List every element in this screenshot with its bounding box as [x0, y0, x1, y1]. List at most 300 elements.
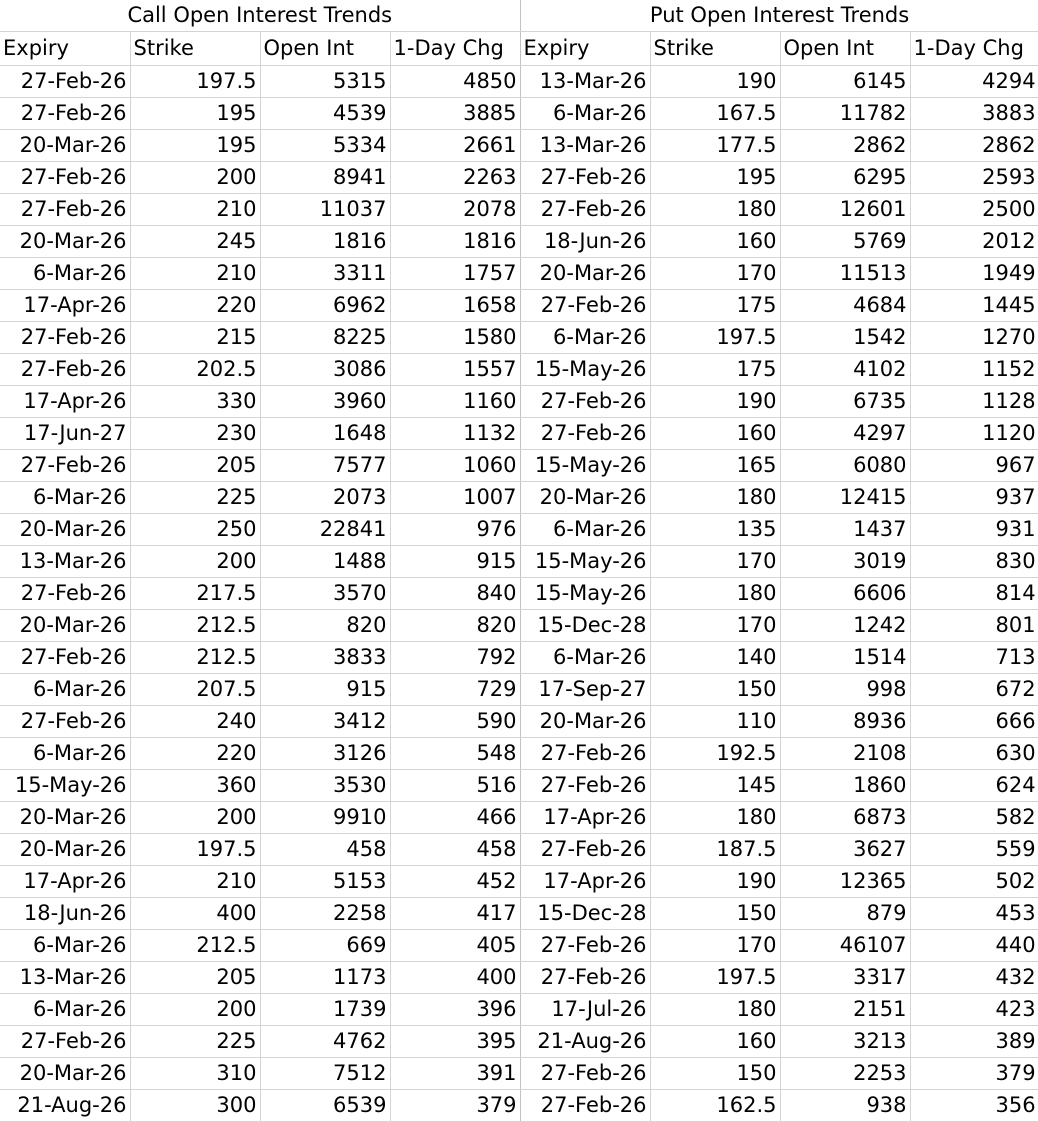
call-change-cell[interactable]: 792: [390, 642, 520, 674]
table-row: [0, 994, 1038, 1026]
call-expiry-cell[interactable]: 6-Mar-26: [0, 738, 130, 770]
put-change-cell[interactable]: 666: [910, 706, 1038, 738]
call-change-cell[interactable]: 379: [390, 1090, 520, 1122]
put-open-int-cell[interactable]: 12601: [780, 194, 910, 226]
call-strike-cell[interactable]: 200: [130, 994, 260, 1026]
put-change-cell[interactable]: 1152: [910, 354, 1038, 386]
call-open-int-cell[interactable]: 1816: [260, 226, 390, 258]
put-expiry-cell[interactable]: 6-Mar-26: [520, 642, 650, 674]
call-change-cell[interactable]: 3885: [390, 98, 520, 130]
put-strike-cell[interactable]: 187.5: [650, 834, 780, 866]
put-open-int-header[interactable]: Open Int: [780, 32, 910, 66]
put-open-int-cell[interactable]: 1242: [780, 610, 910, 642]
call-change-cell[interactable]: 1580: [390, 322, 520, 354]
put-open-int-cell[interactable]: 998: [780, 674, 910, 706]
call-change-cell[interactable]: 729: [390, 674, 520, 706]
put-expiry-cell[interactable]: 20-Mar-26: [520, 706, 650, 738]
put-open-int-cell[interactable]: 1542: [780, 322, 910, 354]
call-change-cell[interactable]: 1658: [390, 290, 520, 322]
call-change-cell[interactable]: 590: [390, 706, 520, 738]
put-change-cell[interactable]: 814: [910, 578, 1038, 610]
call-expiry-cell[interactable]: 20-Mar-26: [0, 514, 130, 546]
call-change-cell[interactable]: 452: [390, 866, 520, 898]
call-open-int-cell[interactable]: 1739: [260, 994, 390, 1026]
call-open-int-cell[interactable]: 915: [260, 674, 390, 706]
put-strike-cell[interactable]: 197.5: [650, 962, 780, 994]
call-expiry-cell[interactable]: 27-Feb-26: [0, 194, 130, 226]
call-change-cell[interactable]: 458: [390, 834, 520, 866]
put-expiry-cell[interactable]: 15-Dec-28: [520, 610, 650, 642]
put-expiry-cell[interactable]: 27-Feb-26: [520, 962, 650, 994]
call-open-int-cell[interactable]: 8941: [260, 162, 390, 194]
put-strike-cell[interactable]: 145: [650, 770, 780, 802]
put-open-int-cell[interactable]: 2151: [780, 994, 910, 1026]
put-strike-cell[interactable]: 160: [650, 418, 780, 450]
put-open-int-cell[interactable]: 938: [780, 1090, 910, 1122]
call-open-int-cell[interactable]: 1173: [260, 962, 390, 994]
put-open-int-cell[interactable]: 879: [780, 898, 910, 930]
call-open-int-cell[interactable]: 3833: [260, 642, 390, 674]
put-open-int-cell[interactable]: 3627: [780, 834, 910, 866]
put-open-int-cell[interactable]: 3317: [780, 962, 910, 994]
call-strike-cell[interactable]: 240: [130, 706, 260, 738]
call-section-title[interactable]: Call Open Interest Trends: [0, 0, 520, 32]
call-strike-cell[interactable]: 220: [130, 738, 260, 770]
call-change-cell[interactable]: 1007: [390, 482, 520, 514]
put-expiry-cell[interactable]: 27-Feb-26: [520, 162, 650, 194]
call-open-int-cell[interactable]: 4762: [260, 1026, 390, 1058]
call-open-int-cell[interactable]: 8225: [260, 322, 390, 354]
put-expiry-cell[interactable]: 15-Dec-28: [520, 898, 650, 930]
call-open-int-cell[interactable]: 4539: [260, 98, 390, 130]
call-strike-cell[interactable]: 210: [130, 194, 260, 226]
sheet-body: [0, 66, 1038, 1122]
call-expiry-cell[interactable]: 17-Apr-26: [0, 866, 130, 898]
put-expiry-cell[interactable]: 27-Feb-26: [520, 1090, 650, 1122]
put-open-int-cell[interactable]: 46107: [780, 930, 910, 962]
put-strike-cell[interactable]: 192.5: [650, 738, 780, 770]
call-open-int-cell[interactable]: 6962: [260, 290, 390, 322]
call-expiry-cell[interactable]: 13-Mar-26: [0, 962, 130, 994]
put-strike-cell[interactable]: 160: [650, 226, 780, 258]
table-row: [0, 386, 1038, 418]
put-expiry-cell[interactable]: 27-Feb-26: [520, 386, 650, 418]
call-change-cell[interactable]: 2263: [390, 162, 520, 194]
call-open-int-cell[interactable]: 458: [260, 834, 390, 866]
put-open-int-cell[interactable]: 1514: [780, 642, 910, 674]
call-expiry-cell[interactable]: 27-Feb-26: [0, 642, 130, 674]
put-change-cell[interactable]: 630: [910, 738, 1038, 770]
group-header-row: [0, 0, 1038, 32]
call-change-header[interactable]: 1-Day Chg: [390, 32, 520, 66]
put-change-cell[interactable]: 423: [910, 994, 1038, 1026]
put-strike-cell[interactable]: 150: [650, 1058, 780, 1090]
put-open-int-cell[interactable]: 3213: [780, 1026, 910, 1058]
call-strike-cell[interactable]: 215: [130, 322, 260, 354]
call-expiry-cell[interactable]: 20-Mar-26: [0, 1058, 130, 1090]
call-open-int-cell[interactable]: 22841: [260, 514, 390, 546]
call-open-int-cell[interactable]: 3126: [260, 738, 390, 770]
call-strike-cell[interactable]: 205: [130, 450, 260, 482]
put-open-int-cell[interactable]: 6145: [780, 66, 910, 98]
put-strike-header[interactable]: Strike: [650, 32, 780, 66]
put-change-cell[interactable]: 1128: [910, 386, 1038, 418]
call-open-int-cell[interactable]: 6539: [260, 1090, 390, 1122]
column-header-row: [0, 32, 1038, 66]
table-row: [0, 322, 1038, 354]
put-open-int-cell[interactable]: 12415: [780, 482, 910, 514]
call-open-int-cell[interactable]: 1488: [260, 546, 390, 578]
call-strike-cell[interactable]: 200: [130, 802, 260, 834]
table-row: [0, 66, 1038, 98]
put-open-int-cell[interactable]: 6606: [780, 578, 910, 610]
call-change-cell[interactable]: 1816: [390, 226, 520, 258]
put-expiry-cell[interactable]: 15-May-26: [520, 450, 650, 482]
put-expiry-cell[interactable]: 27-Feb-26: [520, 738, 650, 770]
call-change-cell[interactable]: 405: [390, 930, 520, 962]
call-open-int-cell[interactable]: 3086: [260, 354, 390, 386]
call-strike-cell[interactable]: 212.5: [130, 930, 260, 962]
put-change-cell[interactable]: 937: [910, 482, 1038, 514]
call-strike-cell[interactable]: 212.5: [130, 610, 260, 642]
call-strike-cell[interactable]: 310: [130, 1058, 260, 1090]
put-change-cell[interactable]: 830: [910, 546, 1038, 578]
table-row: [0, 866, 1038, 898]
put-expiry-cell[interactable]: 13-Mar-26: [520, 130, 650, 162]
put-open-int-cell[interactable]: 4297: [780, 418, 910, 450]
call-open-int-cell[interactable]: 3960: [260, 386, 390, 418]
put-open-int-cell[interactable]: 2253: [780, 1058, 910, 1090]
call-change-cell[interactable]: 466: [390, 802, 520, 834]
put-change-cell[interactable]: 3883: [910, 98, 1038, 130]
call-expiry-cell[interactable]: 6-Mar-26: [0, 482, 130, 514]
call-expiry-cell[interactable]: 13-Mar-26: [0, 546, 130, 578]
call-open-int-cell[interactable]: 7512: [260, 1058, 390, 1090]
put-open-int-cell[interactable]: 6735: [780, 386, 910, 418]
put-expiry-cell[interactable]: 15-May-26: [520, 546, 650, 578]
call-open-int-cell[interactable]: 11037: [260, 194, 390, 226]
put-open-int-cell[interactable]: 2108: [780, 738, 910, 770]
put-expiry-cell[interactable]: 27-Feb-26: [520, 1058, 650, 1090]
call-open-int-cell[interactable]: 5334: [260, 130, 390, 162]
put-expiry-cell[interactable]: 20-Mar-26: [520, 258, 650, 290]
put-strike-cell[interactable]: 140: [650, 642, 780, 674]
call-change-cell[interactable]: 1160: [390, 386, 520, 418]
put-change-cell[interactable]: 559: [910, 834, 1038, 866]
call-expiry-cell[interactable]: 6-Mar-26: [0, 994, 130, 1026]
put-expiry-cell[interactable]: 17-Jul-26: [520, 994, 650, 1026]
put-strike-cell[interactable]: 110: [650, 706, 780, 738]
call-change-cell[interactable]: 976: [390, 514, 520, 546]
call-change-cell[interactable]: 417: [390, 898, 520, 930]
put-strike-cell[interactable]: 177.5: [650, 130, 780, 162]
call-strike-cell[interactable]: 225: [130, 482, 260, 514]
call-strike-cell[interactable]: 330: [130, 386, 260, 418]
call-strike-cell[interactable]: 200: [130, 162, 260, 194]
call-strike-cell[interactable]: 195: [130, 98, 260, 130]
put-change-cell[interactable]: 379: [910, 1058, 1038, 1090]
call-expiry-cell[interactable]: 6-Mar-26: [0, 258, 130, 290]
call-change-cell[interactable]: 820: [390, 610, 520, 642]
put-expiry-cell[interactable]: 17-Apr-26: [520, 866, 650, 898]
call-open-int-cell[interactable]: 2258: [260, 898, 390, 930]
table-row: [0, 578, 1038, 610]
table-row: [0, 98, 1038, 130]
put-strike-cell[interactable]: 165: [650, 450, 780, 482]
put-change-cell[interactable]: 502: [910, 866, 1038, 898]
put-change-cell[interactable]: 801: [910, 610, 1038, 642]
put-open-int-cell[interactable]: 5769: [780, 226, 910, 258]
table-row: [0, 226, 1038, 258]
call-strike-cell[interactable]: 217.5: [130, 578, 260, 610]
put-expiry-header[interactable]: Expiry: [520, 32, 650, 66]
call-expiry-cell[interactable]: 17-Apr-26: [0, 290, 130, 322]
call-change-cell[interactable]: 915: [390, 546, 520, 578]
put-change-cell[interactable]: 389: [910, 1026, 1038, 1058]
call-strike-cell[interactable]: 400: [130, 898, 260, 930]
put-strike-cell[interactable]: 180: [650, 194, 780, 226]
put-strike-cell[interactable]: 167.5: [650, 98, 780, 130]
put-strike-cell[interactable]: 180: [650, 802, 780, 834]
put-open-int-cell[interactable]: 1860: [780, 770, 910, 802]
put-open-int-cell[interactable]: 6873: [780, 802, 910, 834]
put-strike-cell[interactable]: 190: [650, 66, 780, 98]
put-strike-cell[interactable]: 160: [650, 1026, 780, 1058]
call-change-cell[interactable]: 391: [390, 1058, 520, 1090]
put-change-cell[interactable]: 440: [910, 930, 1038, 962]
call-strike-cell[interactable]: 212.5: [130, 642, 260, 674]
put-change-cell[interactable]: 2012: [910, 226, 1038, 258]
put-expiry-cell[interactable]: 6-Mar-26: [520, 322, 650, 354]
call-strike-cell[interactable]: 197.5: [130, 834, 260, 866]
put-strike-cell[interactable]: 190: [650, 386, 780, 418]
put-strike-cell[interactable]: 190: [650, 866, 780, 898]
call-expiry-cell[interactable]: 27-Feb-26: [0, 66, 130, 98]
call-open-int-header[interactable]: Open Int: [260, 32, 390, 66]
put-open-int-cell[interactable]: 11782: [780, 98, 910, 130]
call-change-cell[interactable]: 516: [390, 770, 520, 802]
call-open-int-cell[interactable]: 3311: [260, 258, 390, 290]
put-change-cell[interactable]: 356: [910, 1090, 1038, 1122]
put-open-int-cell[interactable]: 6080: [780, 450, 910, 482]
put-expiry-cell[interactable]: 13-Mar-26: [520, 66, 650, 98]
table-row: [0, 610, 1038, 642]
put-strike-cell[interactable]: 175: [650, 354, 780, 386]
call-expiry-cell[interactable]: 17-Apr-26: [0, 386, 130, 418]
put-change-cell[interactable]: 624: [910, 770, 1038, 802]
put-change-header[interactable]: 1-Day Chg: [910, 32, 1038, 66]
call-change-cell[interactable]: 1060: [390, 450, 520, 482]
call-expiry-cell[interactable]: 27-Feb-26: [0, 162, 130, 194]
call-open-int-cell[interactable]: 3570: [260, 578, 390, 610]
put-expiry-cell[interactable]: 27-Feb-26: [520, 834, 650, 866]
call-change-cell[interactable]: 2078: [390, 194, 520, 226]
call-expiry-cell[interactable]: 27-Feb-26: [0, 322, 130, 354]
put-change-cell[interactable]: 1270: [910, 322, 1038, 354]
put-open-int-cell[interactable]: 4684: [780, 290, 910, 322]
table-row: [0, 706, 1038, 738]
call-change-cell[interactable]: 2661: [390, 130, 520, 162]
put-change-cell[interactable]: 582: [910, 802, 1038, 834]
put-strike-cell[interactable]: 150: [650, 898, 780, 930]
call-open-int-cell[interactable]: 3412: [260, 706, 390, 738]
table-row: [0, 354, 1038, 386]
put-expiry-cell[interactable]: 27-Feb-26: [520, 194, 650, 226]
put-expiry-cell[interactable]: 17-Apr-26: [520, 802, 650, 834]
put-open-int-cell[interactable]: 11513: [780, 258, 910, 290]
table-row: [0, 930, 1038, 962]
put-change-cell[interactable]: 672: [910, 674, 1038, 706]
put-open-int-cell[interactable]: 8936: [780, 706, 910, 738]
call-expiry-cell[interactable]: 17-Jun-27: [0, 418, 130, 450]
put-expiry-cell[interactable]: 27-Feb-26: [520, 290, 650, 322]
put-open-int-cell[interactable]: 2862: [780, 130, 910, 162]
put-expiry-cell[interactable]: 27-Feb-26: [520, 930, 650, 962]
call-change-cell[interactable]: 840: [390, 578, 520, 610]
call-strike-cell[interactable]: 207.5: [130, 674, 260, 706]
call-change-cell[interactable]: 1132: [390, 418, 520, 450]
call-change-cell[interactable]: 395: [390, 1026, 520, 1058]
put-expiry-cell[interactable]: 21-Aug-26: [520, 1026, 650, 1058]
call-strike-cell[interactable]: 360: [130, 770, 260, 802]
call-expiry-cell[interactable]: 27-Feb-26: [0, 450, 130, 482]
call-expiry-cell[interactable]: 20-Mar-26: [0, 610, 130, 642]
put-strike-cell[interactable]: 197.5: [650, 322, 780, 354]
call-expiry-cell[interactable]: 21-Aug-26: [0, 1090, 130, 1122]
call-open-int-cell[interactable]: 9910: [260, 802, 390, 834]
call-strike-cell[interactable]: 197.5: [130, 66, 260, 98]
call-strike-cell[interactable]: 300: [130, 1090, 260, 1122]
call-change-cell[interactable]: 1757: [390, 258, 520, 290]
call-strike-cell[interactable]: 200: [130, 546, 260, 578]
put-change-cell[interactable]: 2593: [910, 162, 1038, 194]
put-expiry-cell[interactable]: 20-Mar-26: [520, 482, 650, 514]
put-strike-cell[interactable]: 162.5: [650, 1090, 780, 1122]
table-row: [0, 834, 1038, 866]
put-open-int-cell[interactable]: 4102: [780, 354, 910, 386]
call-open-int-cell[interactable]: 820: [260, 610, 390, 642]
call-strike-cell[interactable]: 220: [130, 290, 260, 322]
table-row: [0, 770, 1038, 802]
put-strike-cell[interactable]: 175: [650, 290, 780, 322]
put-expiry-cell[interactable]: 27-Feb-26: [520, 770, 650, 802]
table-row: [0, 802, 1038, 834]
put-expiry-cell[interactable]: 17-Sep-27: [520, 674, 650, 706]
call-strike-cell[interactable]: 230: [130, 418, 260, 450]
put-strike-cell[interactable]: 170: [650, 610, 780, 642]
put-strike-cell[interactable]: 180: [650, 482, 780, 514]
put-strike-cell[interactable]: 170: [650, 546, 780, 578]
put-strike-cell[interactable]: 180: [650, 994, 780, 1026]
call-open-int-cell[interactable]: 7577: [260, 450, 390, 482]
table-row: [0, 546, 1038, 578]
call-expiry-cell[interactable]: 6-Mar-26: [0, 674, 130, 706]
put-expiry-cell[interactable]: 15-May-26: [520, 578, 650, 610]
call-expiry-cell[interactable]: 27-Feb-26: [0, 1026, 130, 1058]
call-change-cell[interactable]: 400: [390, 962, 520, 994]
table-row: [0, 450, 1038, 482]
call-change-cell[interactable]: 396: [390, 994, 520, 1026]
put-strike-cell[interactable]: 135: [650, 514, 780, 546]
table-row: [0, 514, 1038, 546]
put-strike-cell[interactable]: 195: [650, 162, 780, 194]
put-open-int-cell[interactable]: 12365: [780, 866, 910, 898]
put-change-cell[interactable]: 713: [910, 642, 1038, 674]
put-open-int-cell[interactable]: 1437: [780, 514, 910, 546]
call-change-cell[interactable]: 548: [390, 738, 520, 770]
table-row: [0, 130, 1038, 162]
call-strike-cell[interactable]: 225: [130, 1026, 260, 1058]
call-strike-cell[interactable]: 210: [130, 258, 260, 290]
call-expiry-cell[interactable]: 20-Mar-26: [0, 834, 130, 866]
call-expiry-cell[interactable]: 15-May-26: [0, 770, 130, 802]
call-expiry-cell[interactable]: 27-Feb-26: [0, 354, 130, 386]
call-expiry-cell[interactable]: 18-Jun-26: [0, 898, 130, 930]
put-change-cell[interactable]: 967: [910, 450, 1038, 482]
put-expiry-cell[interactable]: 18-Jun-26: [520, 226, 650, 258]
put-change-cell[interactable]: 432: [910, 962, 1038, 994]
put-change-cell[interactable]: 1120: [910, 418, 1038, 450]
call-open-int-cell[interactable]: 5153: [260, 866, 390, 898]
call-change-cell[interactable]: 4850: [390, 66, 520, 98]
call-strike-cell[interactable]: 250: [130, 514, 260, 546]
call-expiry-cell[interactable]: 20-Mar-26: [0, 130, 130, 162]
call-strike-cell[interactable]: 205: [130, 962, 260, 994]
call-strike-cell[interactable]: 202.5: [130, 354, 260, 386]
table-row: [0, 194, 1038, 226]
call-expiry-cell[interactable]: 27-Feb-26: [0, 578, 130, 610]
call-expiry-cell[interactable]: 27-Feb-26: [0, 706, 130, 738]
put-change-cell[interactable]: 1949: [910, 258, 1038, 290]
put-strike-cell[interactable]: 170: [650, 258, 780, 290]
call-expiry-cell[interactable]: 20-Mar-26: [0, 802, 130, 834]
put-expiry-cell[interactable]: 6-Mar-26: [520, 98, 650, 130]
put-expiry-cell[interactable]: 15-May-26: [520, 354, 650, 386]
call-open-int-cell[interactable]: 669: [260, 930, 390, 962]
table-row: [0, 898, 1038, 930]
put-expiry-cell[interactable]: 6-Mar-26: [520, 514, 650, 546]
put-change-cell[interactable]: 1445: [910, 290, 1038, 322]
call-strike-cell[interactable]: 210: [130, 866, 260, 898]
put-section-title[interactable]: Put Open Interest Trends: [520, 0, 1038, 32]
put-change-cell[interactable]: 2500: [910, 194, 1038, 226]
call-open-int-cell[interactable]: 2073: [260, 482, 390, 514]
table-row: [0, 482, 1038, 514]
put-strike-cell[interactable]: 170: [650, 930, 780, 962]
put-strike-cell[interactable]: 180: [650, 578, 780, 610]
put-open-int-cell[interactable]: 6295: [780, 162, 910, 194]
call-open-int-cell[interactable]: 3530: [260, 770, 390, 802]
call-expiry-header[interactable]: Expiry: [0, 32, 130, 66]
call-expiry-cell[interactable]: 20-Mar-26: [0, 226, 130, 258]
put-change-cell[interactable]: 931: [910, 514, 1038, 546]
call-strike-cell[interactable]: 195: [130, 130, 260, 162]
call-open-int-cell[interactable]: 5315: [260, 66, 390, 98]
put-expiry-cell[interactable]: 27-Feb-26: [520, 418, 650, 450]
call-change-cell[interactable]: 1557: [390, 354, 520, 386]
call-strike-cell[interactable]: 245: [130, 226, 260, 258]
call-strike-header[interactable]: Strike: [130, 32, 260, 66]
put-change-cell[interactable]: 2862: [910, 130, 1038, 162]
call-expiry-cell[interactable]: 27-Feb-26: [0, 98, 130, 130]
table-row: [0, 162, 1038, 194]
put-strike-cell[interactable]: 150: [650, 674, 780, 706]
call-open-int-cell[interactable]: 1648: [260, 418, 390, 450]
put-change-cell[interactable]: 453: [910, 898, 1038, 930]
call-expiry-cell[interactable]: 6-Mar-26: [0, 930, 130, 962]
put-change-cell[interactable]: 4294: [910, 66, 1038, 98]
put-open-int-cell[interactable]: 3019: [780, 546, 910, 578]
